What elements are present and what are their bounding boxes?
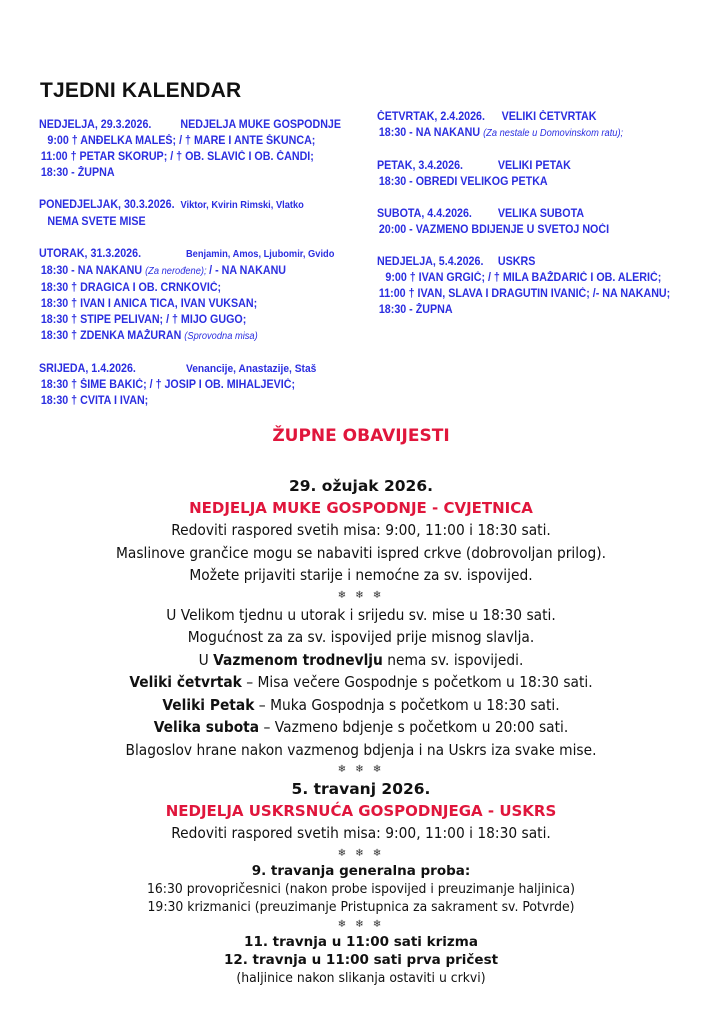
mass-entry-text: 18:30 † ZDENKA MAŽURAN (40, 330, 182, 342)
notice-bold: Veliki Petak (162, 695, 255, 714)
calendar-day (377, 109, 707, 142)
notice-line: Maslinove grančice mogu se nabaviti ispred crkve (dobrovoljan prilog). (115, 543, 607, 562)
notice-line (29, 671, 693, 694)
mass-entry: 18:30 † STIPE PELIVAN; / † MIJO GUGO; (40, 314, 247, 326)
calendar-day (39, 361, 369, 409)
day-date: PONEDJELJAK, 30.3.2026. (39, 199, 175, 211)
notice-line: Redoviti raspored svetih misa: 9:00, 11:00 i 18:30 sati. (171, 521, 551, 539)
day-feast: VELIKI ČETVRTAK (501, 111, 597, 123)
notice-text: – Vazmeno bdjenje s početkom u 20:00 sati. (259, 718, 569, 736)
snowflake-separator-icon: ❄ ❄ ❄ (337, 589, 385, 601)
day-saints: Venancije, Anastazije, Staš (185, 363, 317, 375)
notice-text: – Muka Gospodnja s početkom u 18:30 sati. (254, 695, 560, 714)
mass-entry: 20:00 - VAZMENO BDIJENJE U SVETOJ NOĆI (378, 224, 610, 236)
notices-title: ŽUPNE OBAVIJESTI (272, 426, 450, 446)
day-date: SRIJEDA, 1.4.2026. (39, 363, 136, 375)
mass-entry: 11:00 † PETAR SKORUP; / † OB. SLAVIĆ I OB. ČANDI; (40, 151, 314, 163)
mass-entry: 18:30 † ŠIME BAKIĆ; / † JOSIP I OB. MIHALJEVIĆ; (40, 379, 296, 391)
calendar-left-column (39, 117, 369, 425)
mass-entry-note: (Za nestale u Domovinskom ratu); (483, 128, 624, 139)
notice-date: 5. travanj 2026. (291, 780, 431, 798)
day-saints: Viktor, Kvirin Rimski, Vlatko (180, 200, 304, 211)
notice-line: Možete prijaviti starije i nemoćne za sv. ispovijed. (189, 566, 533, 584)
notice-line: Blagoslov hrane nakon vazmenog bdjenja i na Uskrs iza svake mise. (125, 740, 597, 759)
day-date: SUBOTA, 4.4.2026. (377, 208, 472, 220)
notice-line (29, 649, 693, 672)
mass-entry: 18:30 † IVAN I ANICA TICA, IVAN VUKSAN; (40, 298, 258, 310)
calendar-day (39, 117, 369, 181)
calendar-day (377, 206, 707, 238)
notice-date: 29. ožujak 2026. (288, 477, 434, 495)
mass-entry-text: 18:30 - NA NAKANU (40, 265, 143, 277)
notice-subheading: 12. travnja u 11:00 sati prva pričest (223, 951, 499, 968)
mass-entry: NEMA SVETE MISE (47, 216, 146, 228)
notice-text: nema sv. ispovijedi. (382, 650, 524, 669)
calendar-day (39, 246, 369, 345)
day-date: NEDJELJA, 5.4.2026. (377, 256, 484, 268)
mass-entry-note: (Za nerođene); (145, 266, 210, 277)
day-feast: VELIKA SUBOTA (497, 208, 585, 220)
mass-entry: 18:30 - ŽUPNA (378, 304, 453, 316)
snowflake-separator-icon: ❄ ❄ ❄ (337, 764, 385, 775)
notice-line: Mogućnost za za sv. ispovijed prije misnog slavlja. (187, 628, 535, 646)
notice-line (29, 694, 693, 717)
mass-entry-extra: / - NA NAKANU (209, 265, 287, 277)
notice-bold: Veliki četvrtak (129, 673, 242, 691)
calendar-day (39, 197, 369, 230)
mass-entry: 11:00 † IVAN, SLAVA I DRAGUTIN IVANIĆ; /- NA NAKANU; (378, 288, 671, 300)
day-header (377, 109, 684, 125)
day-header (377, 206, 684, 222)
mass-entry-text: 18:30 - NA NAKANU (378, 127, 481, 139)
notice-line: 19:30 krizmanici (preuzimanje Pristupnica za sakrament sv. Potvrde) (147, 898, 575, 915)
mass-entry (39, 263, 346, 280)
mass-entry: 18:30 † CVITA I IVAN; (40, 395, 149, 407)
notice-bold: Vazmenom trodnevlju (213, 650, 383, 669)
mass-entry (377, 125, 684, 142)
day-saints: Benjamin, Amos, Ljubomir, Gvido (185, 249, 335, 260)
snowflake-separator-icon: ❄ ❄ ❄ (337, 847, 385, 859)
mass-entry: 18:30 † DRAGICA I OB. CRNKOVIĆ; (40, 282, 222, 294)
calendar-day (377, 158, 707, 190)
notice-bold: Velika subota (153, 718, 260, 736)
day-date: ČETVRTAK, 2.4.2026. (377, 111, 485, 123)
day-feast: NEDJELJA MUKE GOSPODNJE (180, 119, 342, 131)
calendar-day (377, 254, 707, 318)
calendar-right-column (377, 109, 707, 334)
day-date: PETAK, 3.4.2026. (377, 160, 464, 172)
notice-line: Redoviti raspored svetih misa: 9:00, 11:00 i 18:30 sati. (171, 824, 551, 842)
snowflake-separator-icon: ❄ ❄ ❄ (337, 918, 385, 930)
calendar-title: TJEDNI KALENDAR (40, 79, 242, 102)
mass-entry: 18:30 - ŽUPNA (40, 167, 115, 179)
notice-line: 16:30 provopričesnici (nakon probe ispovijed i preuzimanje haljinica) (146, 880, 576, 897)
notice-line: (haljinice nakon slikanja ostaviti u crkvi) (236, 969, 486, 986)
mass-entry: 9:00 † ANĐELKA MALEŠ; / † MARE I ANTE ŠKUNCA; (47, 135, 316, 147)
mass-entry: 18:30 - OBREDI VELIKOG PETKA (378, 176, 548, 188)
notice-line (29, 716, 693, 739)
parish-notices (0, 424, 722, 987)
notice-text: U (198, 650, 214, 669)
day-date: UTORAK, 31.3.2026. (39, 248, 142, 260)
day-header (39, 117, 346, 133)
notice-subheading: 11. travnja u 11:00 sati krizma (244, 933, 478, 950)
notice-heading: NEDJELJA MUKE GOSPODNJE - CVJETNICA (189, 499, 533, 517)
day-feast: VELIKI PETAK (497, 160, 571, 172)
mass-entry-note: (Sprovodna misa) (184, 331, 258, 342)
day-header (39, 246, 346, 263)
mass-entry (39, 328, 346, 345)
notice-subheading: 9. travanja generalna proba: (251, 862, 471, 879)
day-header (377, 254, 684, 270)
day-feast: USKRS (497, 256, 536, 268)
day-header (39, 197, 346, 214)
day-header (39, 361, 346, 377)
notice-text: – Misa večere Gospodnje s početkom u 18:30 sati. (241, 673, 593, 691)
notice-heading: NEDJELJA USKRSNUĆA GOSPODNJEGA - USKRS (165, 802, 557, 820)
day-date: NEDJELJA, 29.3.2026. (39, 119, 152, 131)
mass-entry: 9:00 † IVAN GRGIĆ; / † MILA BAŽDARIĆ I OB. ALERIĆ; (385, 272, 662, 284)
notice-line: U Velikom tjednu u utorak i srijedu sv. mise u 18:30 sati. (166, 605, 556, 624)
day-header (377, 158, 684, 174)
